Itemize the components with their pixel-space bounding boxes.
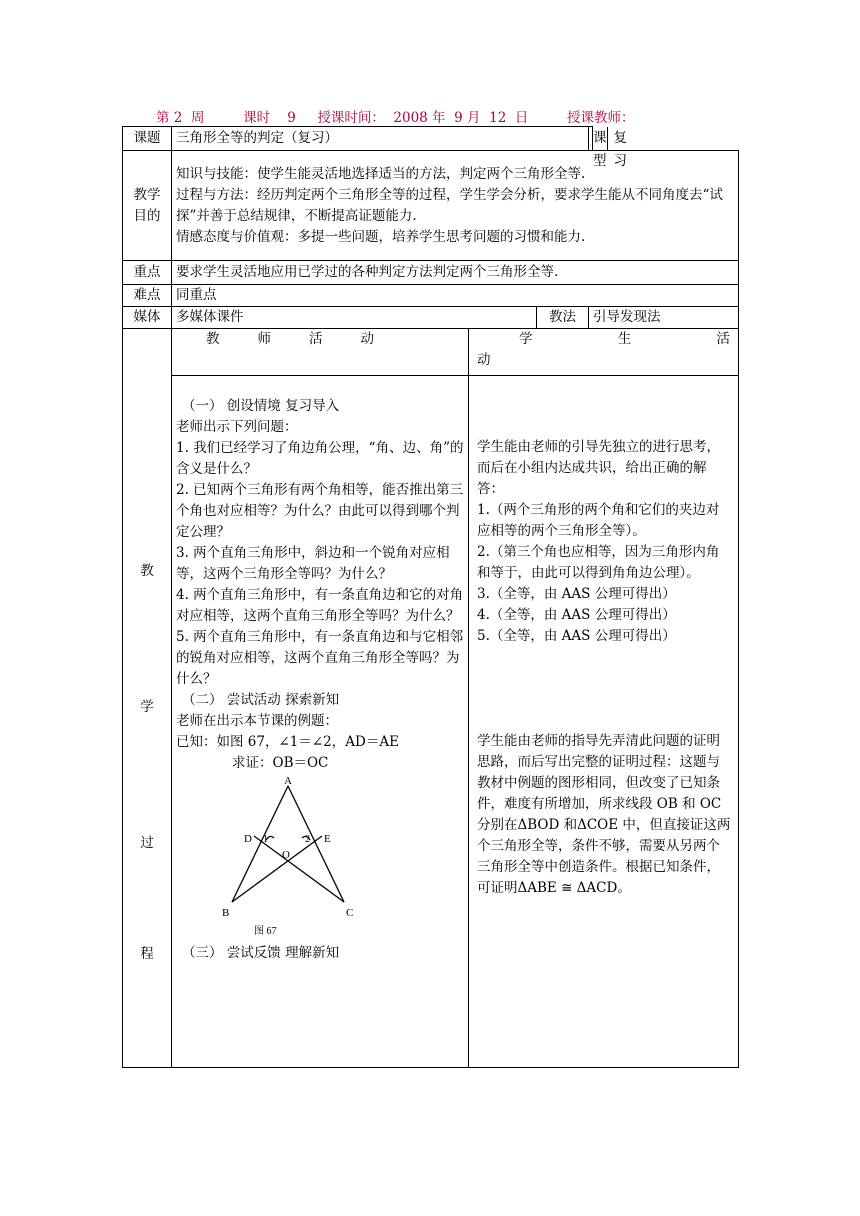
teacher-text: 老师出示下列问题： <box>176 419 298 435</box>
vertex-e-label: E <box>324 833 331 845</box>
process-char: 过 <box>140 835 154 851</box>
goal-label-1: 教学 <box>133 186 161 203</box>
student-text: 学生能由老师的指导先弄清此问题的证明思路，而后写出完整的证明过程：这题与教材中例题的图形相同，但改变了已知条件，难度有所增加，所求线段 OB 和 OC 分别在ΔBOD 和ΔCOE 中，但直接证这两个三角形全等，条件不够，需要从另两个三角形全等中创造条件。根据已知条件，可证明ΔABE ≅ ΔACD。 <box>477 733 731 896</box>
lesson-plan-table <box>122 126 739 1068</box>
goals-cell <box>172 151 739 261</box>
vertex-a-label: A <box>284 775 292 787</box>
goal-item: 过程与方法：经历判定两个三角形全等的过程，学生学会分析，要求学生能从不同角度去“试探”并善于总结规律，不断提高证题能力. <box>176 186 723 224</box>
angle-2-label: 2 <box>305 834 310 845</box>
angle-1-label: 1 <box>263 834 268 845</box>
goal-item: 情感态度与价值观：多提一些问题，培养学生思考问题的习惯和能力. <box>176 228 586 245</box>
period-label: 课时 9 <box>243 110 296 126</box>
vertex-b-label: B <box>222 907 230 919</box>
lesson-header <box>156 106 635 126</box>
type-value: 复习 <box>613 130 627 169</box>
question-item: 3. 两个直角三角形中，斜边和一个锐角对应相等，这两个三角形全等吗？为什么？ <box>176 545 450 582</box>
goal-item: 知识与技能：使学生能灵活地选择适当的方法，判定两个三角形全等. <box>176 165 586 182</box>
process-char: 学 <box>140 699 154 715</box>
key-value: 要求学生灵活地应用已学过的各种判定方法判定两个三角形全等. <box>172 261 739 285</box>
student-answer: 5.（全等，由 AAS 公理可得出） <box>477 628 676 644</box>
teacher-head-char: 师 <box>257 331 271 347</box>
difficulty-value: 同重点 <box>172 285 739 307</box>
key-label: 重点 <box>123 261 172 285</box>
figure-caption: 图 67 <box>254 926 277 937</box>
vertex-d-label: D <box>244 833 252 845</box>
teacher-activity-content <box>172 376 469 1068</box>
section-title: （三） 尝试反馈 理解新知 <box>182 945 340 961</box>
question-item: 2. 已知两个三角形有两个角相等，能否推出第三个角也对应相等？为什么？由此可以得到哪个判定公理？ <box>176 482 464 540</box>
teacher-label: 授课教师： <box>567 110 635 126</box>
process-char: 程 <box>140 946 154 962</box>
student-answer: 3.（全等，由 AAS 公理可得出） <box>477 586 676 602</box>
vertex-c-label: C <box>346 907 354 919</box>
goal-label-2: 目的 <box>133 207 161 224</box>
student-head-char: 活 <box>716 331 730 347</box>
teacher-text: 老师在出示本节课的例题： <box>176 713 338 729</box>
student-head-char: 学 <box>519 331 533 347</box>
process-label <box>123 329 172 1068</box>
topic-value: 三角形全等的判定（复习） <box>172 127 589 151</box>
triangle-figure <box>216 774 366 939</box>
student-text: 学生能由老师的引导先独立的进行思考，而后在小组内达成共识，给出正确的解答： <box>477 439 720 497</box>
week-label: 第 2 周 <box>156 110 205 126</box>
teacher-head-char: 活 <box>309 331 323 347</box>
method-value: 引导发现法 <box>589 307 739 329</box>
question-item: 1. 我们已经学习了角边角公理，“角、边、角”的含义是什么？ <box>176 440 464 477</box>
difficulty-label: 难点 <box>123 285 172 307</box>
date-label: 授课时间： 2008 年 9 月 12 日 <box>317 110 529 126</box>
method-label: 教法 <box>537 307 589 329</box>
teacher-activity-heading <box>172 329 469 376</box>
question-item: 5. 两个直角三角形中，有一条直角边和与它相邻的锐角对应相等，这两个直角三角形全等吗？为什么？ <box>176 629 464 687</box>
point-o-label: O <box>282 849 290 861</box>
student-activity-content <box>469 376 739 1068</box>
student-head-char: 生 <box>617 331 632 347</box>
student-answer: 1.（两个三角形的两个角和它们的夹边对应相等的两个三角形全等）。 <box>477 502 720 539</box>
teacher-head-char: 动 <box>360 331 374 347</box>
student-answer: 2.（第三个角也应相等，因为三角形内角和等于，由此可以得到角角边公理）。 <box>477 544 720 581</box>
section-title: （一） 创设情境 复习导入 <box>182 398 340 414</box>
media-value: 多媒体课件 <box>172 307 537 329</box>
student-activity-heading <box>469 329 739 376</box>
teacher-head-char: 教 <box>206 331 220 347</box>
prove-text: 求证：OB＝OC <box>232 755 329 771</box>
topic-label: 课题 <box>123 127 172 151</box>
section-title: （二） 尝试活动 探索新知 <box>182 692 340 708</box>
type-label: 课型 <box>589 127 608 150</box>
media-label: 媒体 <box>123 307 172 329</box>
process-char: 教 <box>140 563 154 579</box>
student-answer: 4.（全等，由 AAS 公理可得出） <box>477 607 676 623</box>
student-head-char: 动 <box>477 352 491 368</box>
given-text: 已知：如图 67，∠1＝∠2，AD＝AE <box>176 734 399 750</box>
type-cell <box>589 127 627 169</box>
goal-label <box>123 151 172 261</box>
question-item: 4. 两个直角三角形中，有一条直角边和它的对角对应相等，这两个直角三角形全等吗？为什么？ <box>176 587 464 624</box>
